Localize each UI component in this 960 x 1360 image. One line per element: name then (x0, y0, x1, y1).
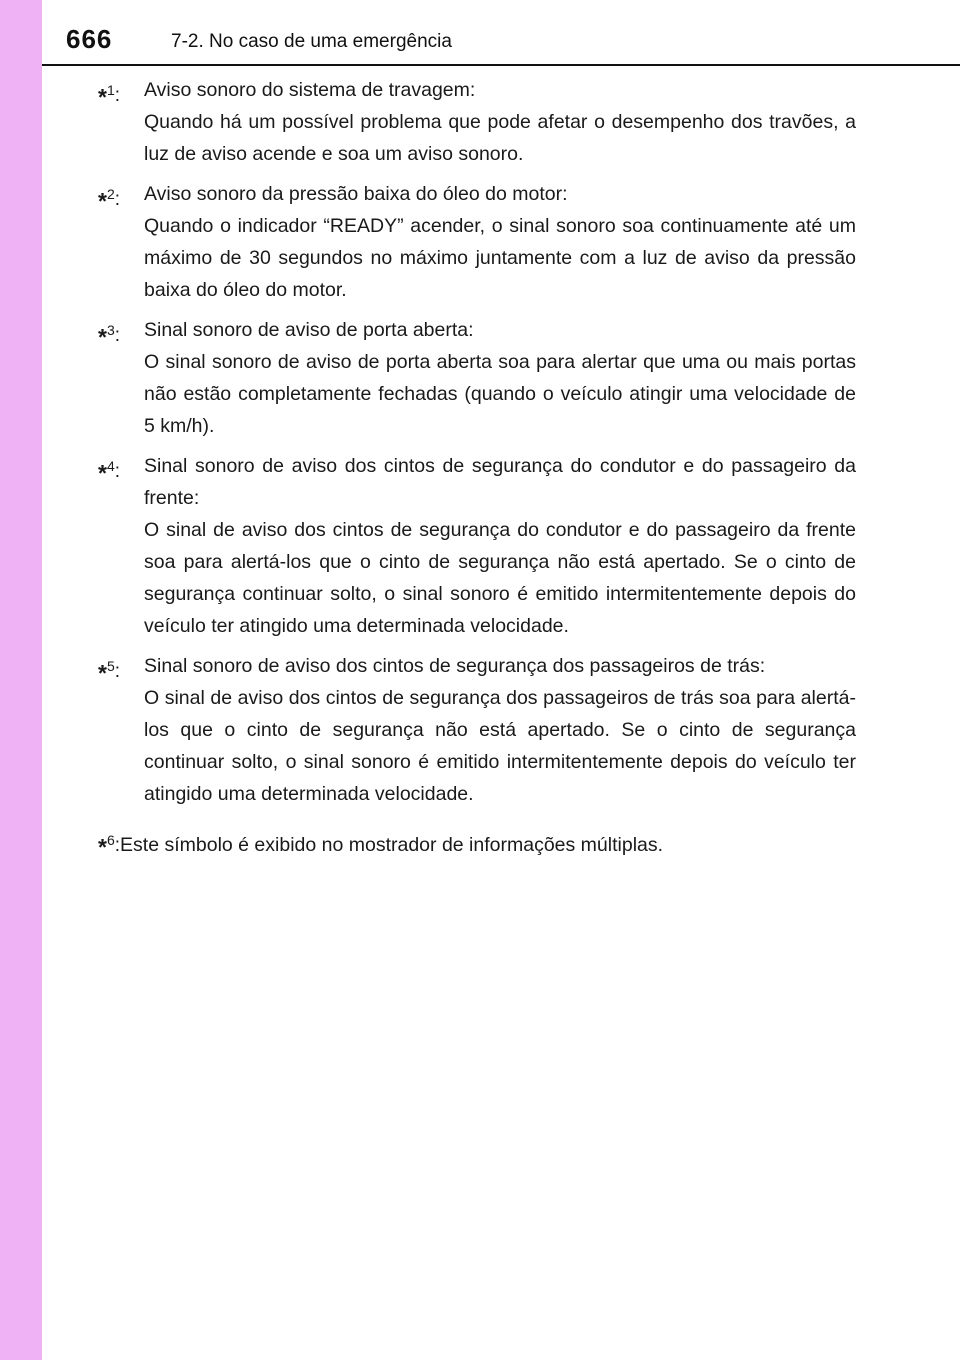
footnote-text: O sinal de aviso dos cintos de segurança do condutor e do passageiro da frente soa para alertá-los que o cinto de segurança não está apertado. Se o cinto de segurança continuar solto, o sinal sonoro é emitido intermitentemente depois do veículo ter atingido uma determinada velocidade. (144, 519, 856, 637)
footnote-title: Sinal sonoro de aviso de porta aberta: (144, 319, 474, 341)
footnote-text: Quando o indicador “READY” acender, o sinal sonoro soa continuamente até um máximo de 30 segundos no máximo juntamente com a luz de aviso da pressão baixa do óleo do motor. (144, 215, 856, 301)
footnote-1 (98, 74, 856, 170)
footnote-number: 1 (106, 82, 115, 98)
footnote-title: Sinal sonoro de aviso dos cintos de segurança dos passageiros de trás: (144, 655, 766, 677)
footnote-text: Quando há um possível problema que pode afetar o desempenho dos travões, a luz de aviso acende e soa um aviso sonoro. (144, 111, 856, 165)
footnote-2 (98, 178, 856, 306)
footnote-number: 3 (106, 322, 115, 338)
section-title: 7-2. No caso de uma emergência (171, 31, 452, 52)
footnote-number: 6 (106, 832, 115, 848)
footnote-3 (98, 314, 856, 442)
footnote-list (98, 74, 856, 871)
asterisk-icon: * (98, 460, 107, 486)
footnote-4 (98, 450, 856, 642)
footnote-marker: *$^3$: (98, 322, 121, 350)
footnote-marker: *$^6$: (98, 832, 121, 860)
footnote-marker: *$^4$: (98, 458, 121, 486)
page-side-tab (0, 0, 42, 1360)
footnote-5 (98, 650, 856, 810)
asterisk-icon: * (98, 84, 107, 110)
header-divider (42, 64, 960, 66)
footnote-marker: *$^1$: (98, 82, 121, 110)
footnote-text: O sinal sonoro de aviso de porta aberta soa para alertar que uma ou mais portas não estão completamente fechadas (quando o veículo atingir uma velocidade de 5 km/h). (144, 351, 856, 437)
footnote-text: O sinal de aviso dos cintos de segurança dos passageiros de trás soa para alertá-los que o cinto de segurança não está apertado. Se o cinto de segurança continuar solto, o sinal sonoro é emitido intermitentemente depois do veículo ter atingido uma determinada velocidade. (144, 687, 856, 805)
footnote-marker: *$^2$: (98, 186, 121, 214)
footnote-number: 5 (106, 658, 115, 674)
page-number: 666 (66, 24, 113, 54)
footnote-marker: *$^5$: (98, 658, 121, 686)
footnote-6 (98, 824, 856, 863)
footnote-title: Aviso sonoro da pressão baixa do óleo do motor: (144, 183, 568, 205)
asterisk-icon: * (98, 660, 107, 686)
asterisk-icon: * (98, 188, 107, 214)
asterisk-icon: * (98, 834, 107, 860)
footnote-title: Aviso sonoro do sistema de travagem: (144, 79, 476, 101)
footnote-number: 2 (106, 186, 115, 202)
footnote-title: Este símbolo é exibido no mostrador de informações múltiplas. (120, 834, 664, 856)
page-header (42, 0, 960, 66)
footnote-number: 4 (106, 458, 115, 474)
footnote-title: Sinal sonoro de aviso dos cintos de segurança do condutor e do passageiro da frente: (144, 455, 856, 509)
asterisk-icon: * (98, 324, 107, 350)
